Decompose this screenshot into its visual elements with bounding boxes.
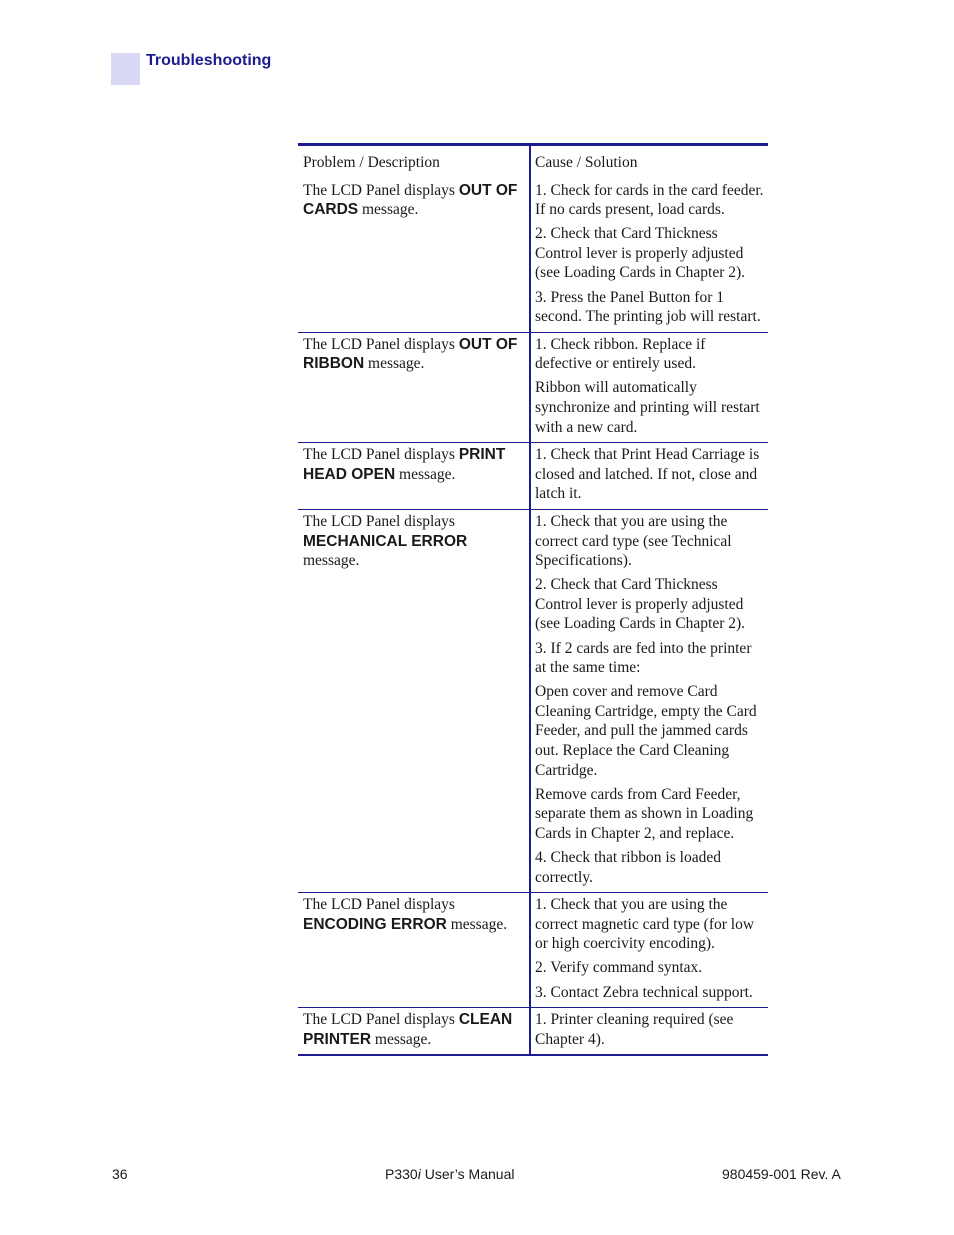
problem-cell [298,510,530,893]
problem-keyword: ENCODING ERROR [303,915,447,933]
solution-step: 3. If 2 cards are fed into the printer at the same time: [535,639,752,677]
solution-cell [530,510,768,893]
solution-cell [530,179,768,333]
problem-keyword: CLEAN PRINTER [303,1011,513,1048]
document-number: 980459-001 Rev. A [722,1166,841,1182]
solution-step: 3. Contact Zebra technical support. [535,983,753,1001]
problem-keyword: PRINT HEAD OPEN [303,446,506,483]
solution-step: 1. Check that you are using the correct card type (see Technical Specifications). [535,513,732,570]
solution-step: 1. Check ribbon. Replace if defective or entirely used. [535,335,706,373]
problem-prefix: The LCD Panel displays [303,896,455,914]
solution-step: Open cover and remove Card Cleaning Cartridge, empty the Card Feeder, and pull the jammed cards out. Replace the Card Cleaning Cartridge. [535,683,757,779]
solution-step: 1. Check that you are using the correct magnetic card type (for low or high coercivity encoding). [535,896,755,953]
solution-step: 3. Press the Panel Button for 1 second. The printing job will restart. [535,288,761,326]
problem-prefix: The LCD Panel displays [303,1011,459,1029]
problem-suffix: message. [358,201,419,219]
problem-cell [298,893,530,1008]
manual-title-rest: User’s Manual [420,1166,515,1182]
column-header-problem: Problem / Description [298,145,530,179]
solution-cell [530,443,768,510]
problem-prefix: The LCD Panel displays [303,513,455,530]
solution-cell [530,332,768,442]
problem-suffix: message. [303,552,360,570]
problem-prefix: The LCD Panel displays [303,446,459,464]
manual-model-suffix: i [417,1166,421,1182]
header-tab-marker [111,53,140,85]
solution-step: 2. Check that Card Thickness Control lever is properly adjusted (see Loading Cards in Chapter 2). [535,576,746,633]
solution-step: 2. Verify command syntax. [535,959,703,977]
table-row [298,443,768,510]
problem-keyword: OUT OF RIBBON [303,335,518,373]
column-header-solution: Cause / Solution [535,154,638,171]
table-header-row [298,145,768,179]
problem-keyword: MECHANICAL ERROR [303,532,468,550]
section-title: Troubleshooting [146,52,272,69]
table-row [298,332,768,442]
table-row [298,179,768,333]
table-row [298,510,768,893]
solution-step: 1. Printer cleaning required (see Chapter 4). [535,1011,734,1048]
manual-title [385,1166,514,1182]
problem-prefix: The LCD Panel displays [303,335,459,353]
troubleshooting-table [298,143,768,1056]
problem-cell [298,332,530,442]
solution-step: Remove cards from Card Feeder, separate them as shown in Loading Cards in Chapter 2, and replace. [535,785,754,842]
problem-prefix: The LCD Panel displays [303,181,459,199]
problem-cell [298,443,530,510]
solution-step: 1. Check that Print Head Carriage is closed and latched. If not, close and latch it. [535,446,760,503]
page-number: 36 [112,1166,128,1182]
problem-cell [298,179,530,333]
table-row [298,1008,768,1056]
problem-suffix: message. [395,465,456,483]
solution-step: 2. Check that Card Thickness Control lever is properly adjusted (see Loading Cards in Chapter 2). [535,225,746,282]
problem-suffix: message. [371,1030,432,1048]
table-row [298,893,768,1008]
solution-cell [530,893,768,1008]
problem-cell [298,1008,530,1056]
problem-suffix: message. [446,915,508,933]
solution-step: Ribbon will automatically synchronize and printing will restart with a new card. [535,379,760,436]
solution-step: 1. Check for cards in the card feeder. If no cards present, load cards. [535,181,764,219]
problem-keyword: OUT OF CARDS [303,181,518,219]
problem-suffix: message. [364,355,425,373]
solution-cell [530,1008,768,1056]
manual-model: P330 [385,1166,418,1182]
solution-step: 4. Check that ribbon is loaded correctly. [535,849,721,886]
